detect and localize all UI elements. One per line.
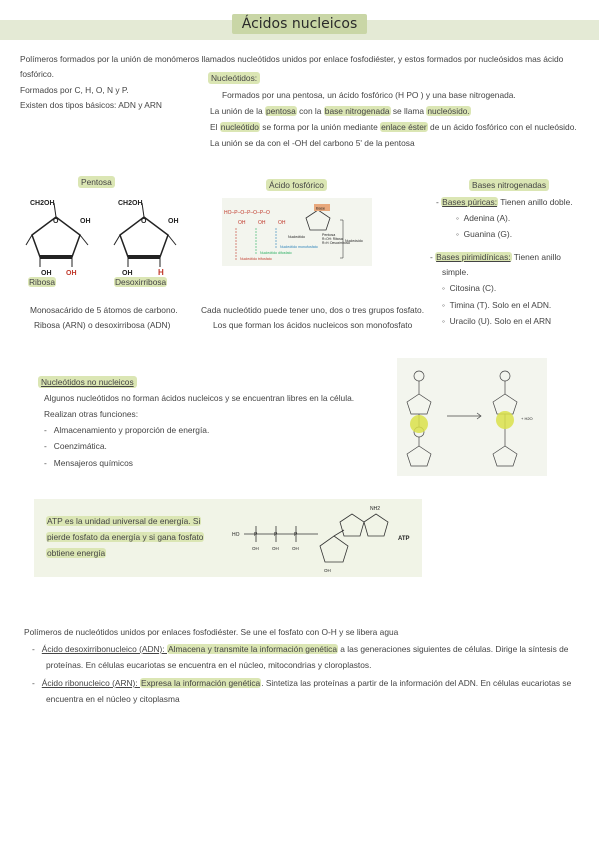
ribosa-label: Ribosa bbox=[29, 277, 56, 287]
desoxi-oh-left: OH bbox=[122, 270, 133, 277]
atp-p3: P bbox=[294, 532, 298, 538]
ribosa-oh-top: OH bbox=[80, 218, 91, 225]
nucleosido-small-label: Nucleósido bbox=[345, 239, 363, 243]
nucleosido-highlight: nucleósido. bbox=[427, 106, 470, 116]
desoxirribosa-label: Desoxirribosa bbox=[115, 277, 167, 287]
pentosa-ribosa-note: R=OH: Ribosa bbox=[322, 237, 343, 241]
nucleotidos-line-3e: de un ácido fosfórico con el nucleósido. bbox=[427, 122, 577, 132]
adn-label: Ácido desoxirribonucleico (ADN): bbox=[41, 644, 167, 654]
uracilo-item: ◦ Uracilo (U). Solo en el ARN bbox=[442, 316, 552, 326]
nucleotido-small-label: Nucleótido bbox=[288, 235, 305, 239]
bases-heading-wrap bbox=[469, 179, 549, 192]
atp-p2: P bbox=[274, 532, 278, 538]
base-label: Base bbox=[316, 205, 326, 211]
ribosa-ch2oh: CH2OH bbox=[30, 200, 55, 207]
no-nucleicos-item-1: - Almacenamiento y proporción de energía. bbox=[44, 425, 210, 435]
arn-label: Ácido ribonucleico (ARN): bbox=[41, 678, 140, 688]
atp-nh2: NH2 bbox=[370, 506, 381, 512]
water-release-label: + H2O bbox=[521, 416, 533, 421]
no-nucleicos-item-3-text: Mensajeros químicos bbox=[53, 458, 133, 468]
pentosa-small-label: Pentosa bbox=[322, 233, 336, 237]
ribosa-oh-left: OH bbox=[41, 270, 52, 277]
acido-fosforico-desc-1: Cada nucleótido puede tener uno, dos o tres grupos fosfato. bbox=[201, 305, 425, 315]
monofosfato-label: Nucleótido monofosfato bbox=[280, 245, 318, 249]
nucleotidos-line-3c: se forma por la unión mediante bbox=[259, 122, 381, 132]
adn-line: - Ácido desoxirribonucleico (ADN): Almacena y transmite la información genética a las generaciones siguientes de células. Dirige la síntesis de bbox=[32, 644, 569, 654]
no-nucleicos-item-1-text: Almacenamiento y proporción de energía. bbox=[53, 425, 210, 435]
pentosa-heading: Pentosa bbox=[78, 176, 115, 188]
atp-ohoh: OH bbox=[324, 568, 331, 573]
page-title-wrap bbox=[0, 14, 599, 34]
desoxirribosa-label-wrap bbox=[114, 276, 167, 289]
acido-fosforico-desc-2: Los que forman los ácidos nucleicos son monofosfato bbox=[213, 320, 413, 330]
nucleotidos-line-3a: El bbox=[210, 122, 220, 132]
nucleotidos-line-3 bbox=[210, 121, 577, 134]
pentosa-highlight: pentosa bbox=[265, 106, 296, 116]
timina-text: Timina (T). Solo en el ADN. bbox=[449, 300, 552, 310]
desoxi-h: H bbox=[158, 268, 164, 277]
acido-fosforico-heading-wrap bbox=[266, 179, 327, 192]
nucleotidos-line-2c: con la bbox=[296, 106, 324, 116]
no-nucleicos-line-2: Realizan otras funciones: bbox=[44, 409, 139, 419]
nucleotidos-line-2a: La unión de la bbox=[210, 106, 265, 116]
timina-item: ◦ Timina (T). Solo en el ADN. bbox=[442, 300, 552, 310]
highlight-circle-right bbox=[496, 411, 514, 429]
atp-structure-diagram bbox=[230, 500, 415, 577]
bases-pirimidinicas-text: Tienen anillo bbox=[511, 252, 561, 262]
pentosa-desc-1: Monosacárido de 5 átomos de carbono. bbox=[30, 305, 178, 315]
nucleotidos-heading-wrap bbox=[208, 72, 260, 85]
atp-text-1: ATP es la unidad universal de energía. Si bbox=[47, 516, 201, 526]
atp-ho: HO bbox=[232, 532, 240, 538]
svg-text:OH: OH bbox=[238, 220, 246, 226]
polimeros-line-1: Polímeros de nucleótidos unidos por enlaces fosfodiéster. Se une el fosfato con O-H y se libera agua bbox=[24, 627, 399, 637]
page-title: Ácidos nucleicos bbox=[232, 14, 368, 34]
nucleotido-highlight: nucleótido bbox=[220, 122, 259, 132]
adn-line-2: proteínas. En células eucariotas se encuentra en el núcleo, mitocondrias y cloroplastos. bbox=[46, 660, 372, 670]
atp-text-3: obtiene energía bbox=[47, 548, 106, 558]
nucleotide-reaction-diagram bbox=[397, 358, 547, 476]
adenina-item: ◦ Adenina (A). bbox=[456, 213, 511, 223]
citosina-text: Citosina (C). bbox=[449, 283, 497, 293]
ribosa-oh-right: OH bbox=[66, 270, 77, 277]
desoxi-ch2oh: CH2OH bbox=[118, 200, 143, 207]
atp-text-2-wrap bbox=[46, 531, 204, 544]
intro-line-1: Polímeros formados por la unión de monómeros llamados nucleótidos unidos por enlace fosfodiéster, y estos formados por nucleósidos mas ácido bbox=[20, 54, 564, 64]
ribosa-o: O bbox=[53, 218, 59, 225]
desoxi-o: O bbox=[141, 218, 147, 225]
nucleotidos-line-4: La unión se da con el -OH del carbono 5' de la pentosa bbox=[210, 138, 415, 148]
bases-puricas-text: Tienen anillo doble. bbox=[498, 197, 573, 207]
pentosa-desc-2: Ribosa (ARN) o desoxirribosa (ADN) bbox=[34, 320, 171, 330]
intro-line-2: fosfórico. bbox=[20, 69, 54, 79]
pentosa-heading-wrap bbox=[78, 176, 115, 189]
uracilo-text: Uracilo (U). Solo en el ARN bbox=[449, 316, 552, 326]
highlight-circle-left bbox=[410, 415, 428, 433]
acido-fosforico-heading: Ácido fosfórico bbox=[266, 179, 327, 191]
guanina-text: Guanina (G). bbox=[463, 229, 513, 239]
difosfato-label: Nucleótido difosfato bbox=[260, 251, 292, 255]
pentosa-desoxi-note: R=H: Desoxirribosa bbox=[322, 241, 350, 245]
desoxi-oh-top: OH bbox=[168, 218, 179, 225]
no-nucleicos-heading: Nucleótidos no nucleicos bbox=[38, 376, 137, 388]
atp-label: ATP bbox=[398, 536, 410, 542]
atp-text-3-wrap bbox=[46, 547, 106, 560]
no-nucleicos-item-3: - Mensajeros químicos bbox=[44, 458, 133, 468]
bases-pirimidinicas-line: - Bases pirimidínicas: Tienen anillo bbox=[430, 252, 561, 262]
adn-function: Almacena y transmite la información genética bbox=[168, 644, 337, 654]
atp-text-2: pierde fosfato da energía y si gana fosfato bbox=[47, 532, 204, 542]
svg-text:HO–P–O–P–O–P–O: HO–P–O–P–O–P–O bbox=[224, 210, 270, 216]
arn-line: - Ácido ribonucleico (ARN): Expresa la información genética. Sintetiza las proteínas a partir de la información del ADN. En células eucariotas se bbox=[32, 678, 572, 688]
ribosa-ring bbox=[26, 203, 88, 267]
no-nucleicos-item-2: - Coenzimática. bbox=[44, 441, 107, 451]
svg-text:OH: OH bbox=[258, 220, 266, 226]
arn-text-c: . Sintetiza las proteínas a partir de la información del ADN. En células eucariotas se bbox=[261, 678, 572, 688]
ribosa-label-wrap bbox=[28, 276, 56, 289]
arn-function: Expresa la información genética bbox=[141, 678, 261, 688]
no-nucleicos-line-1: Algunos nucleótidos no forman ácidos nucleicos y se encuentran libres en la célula. bbox=[44, 393, 355, 403]
no-nucleicos-item-2-text: Coenzimática. bbox=[53, 441, 107, 451]
nucleotidos-heading: Nucleótidos: bbox=[208, 72, 260, 84]
trifosfato-label: Nucleótido trifosfato bbox=[240, 257, 272, 261]
nucleotidos-line-1: Formados por una pentosa, un ácido fosfórico (H PO ) y una base nitrogenada. bbox=[222, 90, 516, 100]
atp-oh-1: OH bbox=[252, 546, 259, 551]
adn-text-c: a las generaciones siguientes de células. Dirige la síntesis de bbox=[337, 644, 569, 654]
bases-pirimidinicas-label: Bases pirimidínicas: bbox=[436, 252, 511, 262]
nucleotide-phosphate-diagram bbox=[222, 198, 372, 266]
enlace-ester-highlight: enlace éster bbox=[381, 122, 427, 132]
atp-p1: P bbox=[254, 532, 258, 538]
base-nitrogenada-highlight: base nitrogenada bbox=[324, 106, 390, 116]
bases-puricas-label: Bases púricas: bbox=[442, 197, 498, 207]
atp-text-1-wrap bbox=[46, 515, 201, 528]
adenina-text: Adenina (A). bbox=[463, 213, 511, 223]
nucleotidos-line-2 bbox=[210, 105, 471, 118]
atp-oh-3: OH bbox=[292, 546, 299, 551]
no-nucleicos-heading-wrap bbox=[38, 376, 137, 389]
bases-simple: simple. bbox=[442, 267, 469, 277]
citosina-item: ◦ Citosina (C). bbox=[442, 283, 497, 293]
svg-text:OH: OH bbox=[278, 220, 286, 226]
bases-puricas-line: - Bases púricas: Tienen anillo doble. bbox=[436, 197, 573, 207]
arn-line-2: encuentra en el núcleo y citoplasma bbox=[46, 694, 180, 704]
atp-oh-2: OH bbox=[272, 546, 279, 551]
intro-line-3: Formados por C, H, O, N y P. bbox=[20, 85, 129, 95]
nucleotidos-line-2e: se llama bbox=[390, 106, 427, 116]
guanina-item: ◦ Guanina (G). bbox=[456, 229, 513, 239]
intro-line-4: Existen dos tipos básicos: ADN y ARN bbox=[20, 100, 162, 110]
bases-heading: Bases nitrogenadas bbox=[469, 179, 549, 191]
desoxirribosa-ring bbox=[114, 203, 176, 267]
